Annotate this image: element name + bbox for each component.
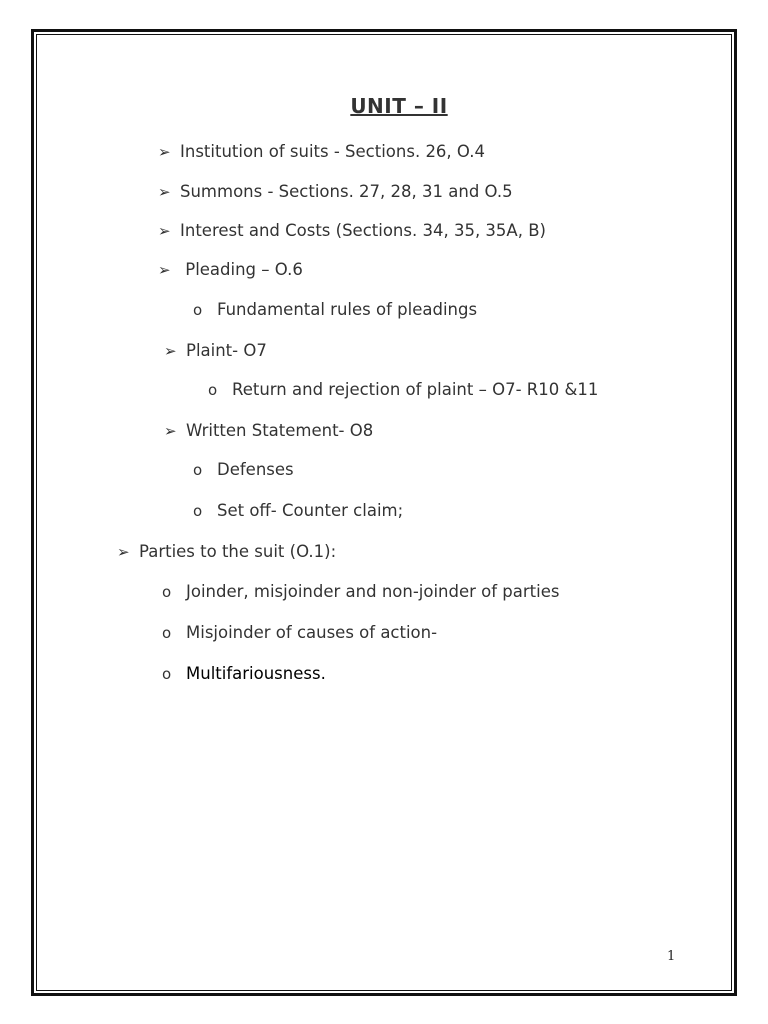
circle-bullet-icon: o [162, 624, 172, 642]
list-item-text: Defenses [217, 460, 294, 479]
page-number: 1 [667, 949, 676, 964]
list-item-text: Written Statement- O8 [186, 421, 374, 440]
sub-list-item [162, 662, 326, 686]
list-item-text: Summons - Sections. 27, 28, 31 and O.5 [180, 182, 513, 201]
circle-bullet-icon: o [193, 502, 203, 520]
arrow-bullet-icon: ➢ [158, 183, 171, 201]
list-item-text: Set off- Counter claim; [217, 501, 404, 520]
circle-bullet-icon: o [162, 583, 172, 601]
list-item-text: Institution of suits - Sections. 26, O.4 [180, 142, 485, 161]
circle-bullet-icon: o [193, 301, 203, 319]
list-item-text: Multifariousness. [186, 664, 326, 683]
circle-bullet-icon: o [193, 461, 203, 479]
list-item-text: Interest and Costs (Sections. 34, 35, 35A, B) [180, 221, 546, 240]
list-item-text: Return and rejection of plaint – O7- R10 &11 [232, 380, 599, 399]
list-item-text: Fundamental rules of pleadings [217, 300, 478, 319]
list-item-text: Plaint- O7 [186, 341, 267, 360]
list-item [158, 258, 303, 282]
list-item-text: Joinder, misjoinder and non-joinder of parties [186, 582, 560, 601]
arrow-bullet-icon: ➢ [117, 543, 130, 561]
sub-list-item [193, 298, 477, 322]
circle-bullet-icon: o [162, 665, 172, 683]
sub-list-item [208, 378, 598, 402]
circle-bullet-icon: o [208, 381, 218, 399]
sub-list-item [162, 621, 437, 645]
arrow-bullet-icon: ➢ [164, 342, 177, 360]
page-title: UNIT – II [350, 94, 448, 118]
list-item [158, 180, 513, 204]
list-item [117, 540, 336, 564]
arrow-bullet-icon: ➢ [158, 222, 171, 240]
arrow-bullet-icon: ➢ [164, 422, 177, 440]
list-item [164, 339, 267, 363]
list-item [158, 140, 485, 164]
arrow-bullet-icon: ➢ [158, 261, 171, 279]
sub-list-item [193, 499, 403, 523]
list-item-text: Parties to the suit (O.1): [139, 542, 337, 561]
arrow-bullet-icon: ➢ [158, 143, 171, 161]
list-item-text: Misjoinder of causes of action- [186, 623, 438, 642]
list-item [164, 419, 373, 443]
sub-list-item [193, 458, 294, 482]
sub-list-item [162, 580, 559, 604]
list-item [158, 219, 546, 243]
list-item-text: Pleading – O.6 [180, 260, 303, 279]
